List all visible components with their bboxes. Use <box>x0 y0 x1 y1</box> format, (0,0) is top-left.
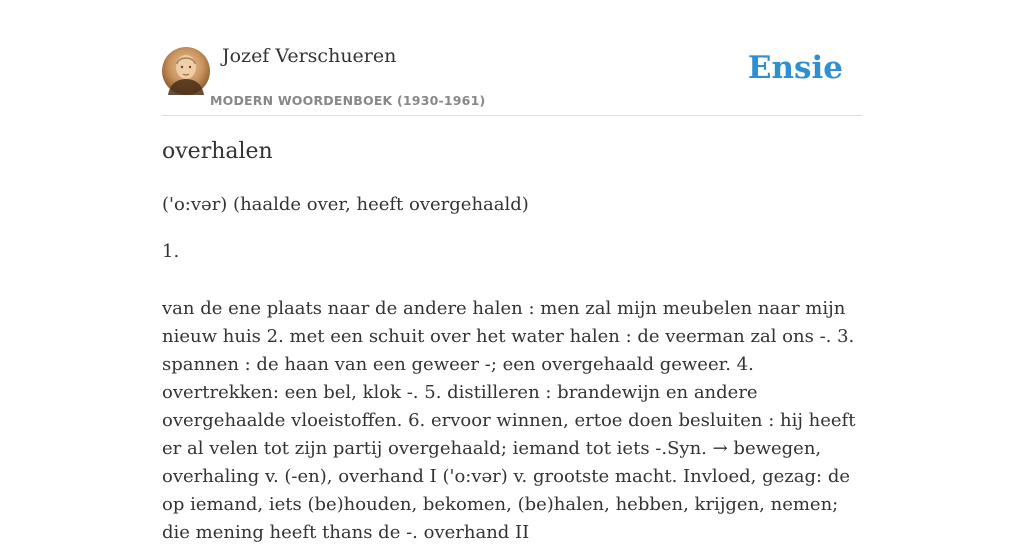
brand-logo[interactable]: Ensie <box>747 50 843 86</box>
header-divider <box>162 115 862 116</box>
entry-term: overhalen <box>162 139 273 164</box>
sense-number: 1. <box>162 241 180 262</box>
entry-pronunciation: ('o:vər) (haalde over, heeft overgehaald) <box>162 194 529 215</box>
author-name[interactable]: Jozef Verschueren <box>222 45 397 67</box>
source-label: MODERN WOORDENBOEK (1930-1961) <box>210 93 486 108</box>
entry-definition: van de ene plaats naar de andere halen : men zal mijn meubelen naar mijn nieuw huis 2. met een schuit over het water halen : de veerman zal ons -. 3. spannen : de haan van een geweer -; een overgehaald geweer. 4. overtrekken: een bel, klok -. 5. distilleren : brandewijn en andere overgehaalde vloeistoffen. 6. ervoor winnen, ertoe doen besluiten : hij heeft er al velen tot zijn partij overgehaald; iemand tot iets -.Syn. → bewegen, overhaling v. (-en), overhand I ('o:vər) v. grootste macht. Invloed, gezag: de op iemand, iets (be)houden, bekomen, (be)halen, hebben, krijgen, nemen; die mening heeft thans de -. overhand II <box>162 298 856 543</box>
author-avatar[interactable] <box>162 47 210 95</box>
author-portrait-icon <box>162 47 210 95</box>
